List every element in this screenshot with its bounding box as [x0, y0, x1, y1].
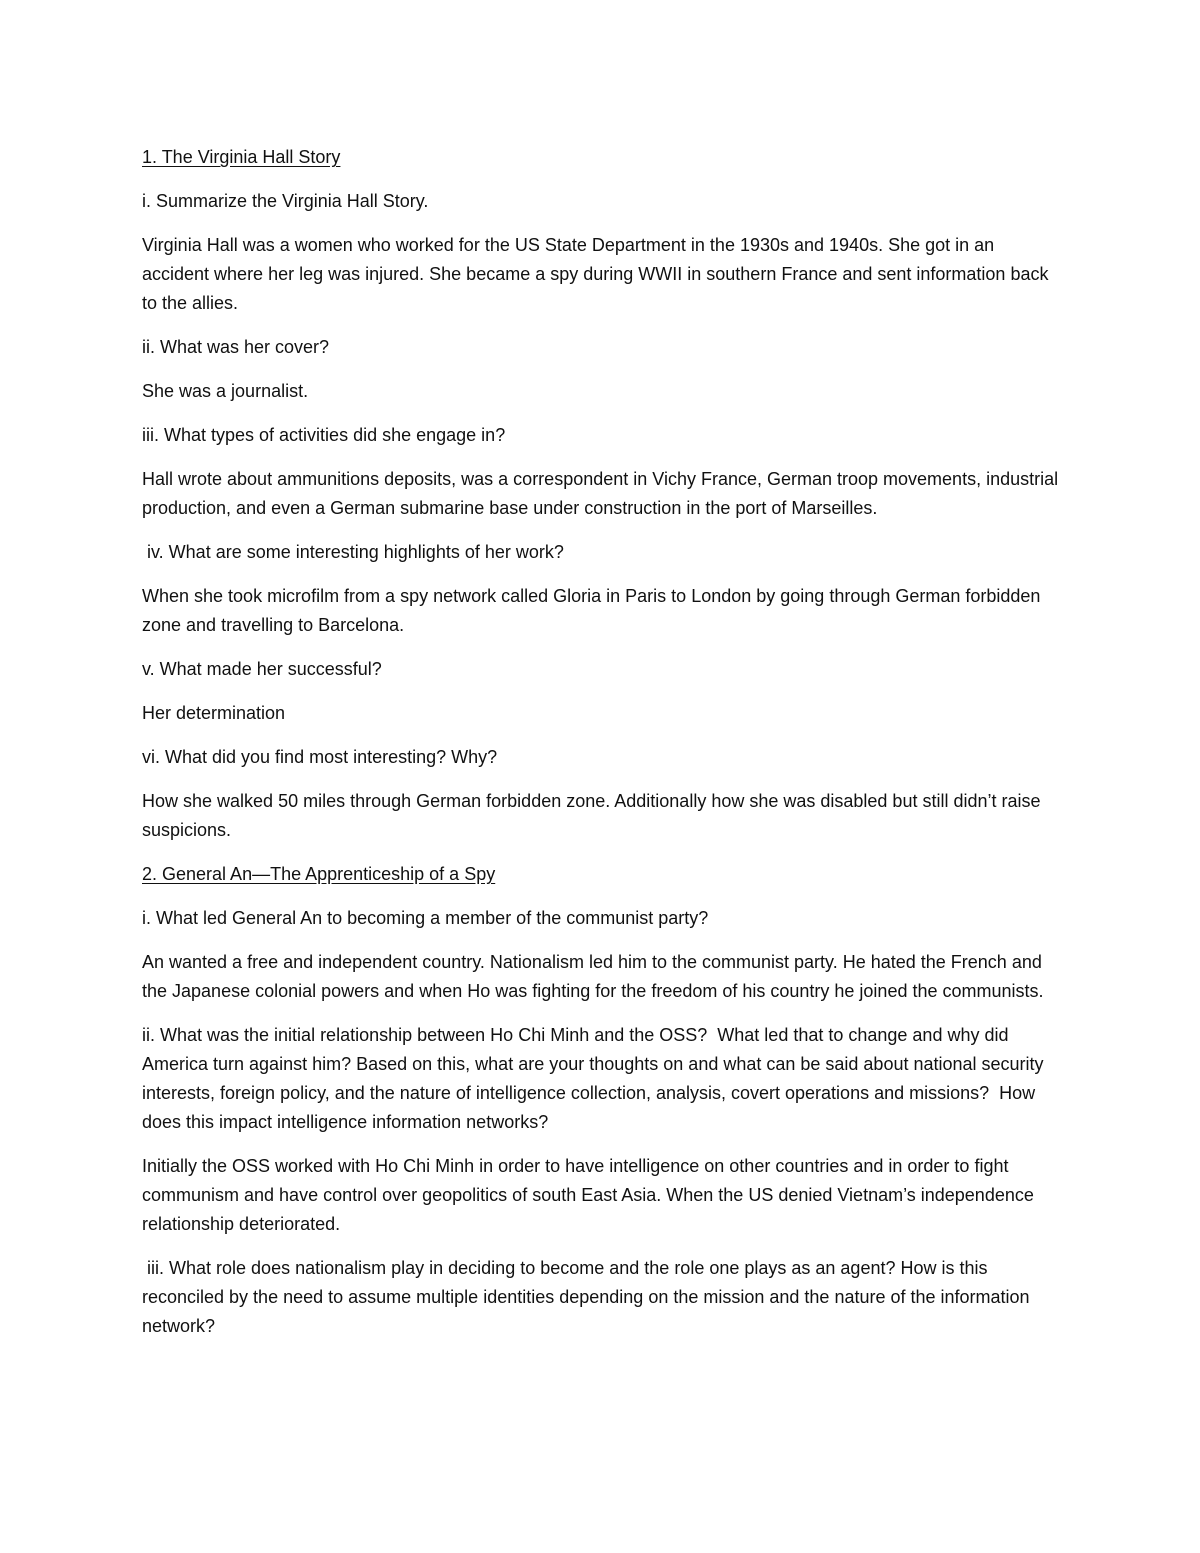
question-paragraph: ii. What was the initial relationship between Ho Chi Minh and the OSS? What led that to change and why did America turn against him? Based on this, what are your thoughts on and what can be said about national security interests, foreign policy, and the nature of intelligence collection, analysis, covert operations and missions? How does this impact intelligence information networks?: [142, 1025, 1049, 1132]
answer-paragraph: Her determination: [142, 703, 286, 723]
answer-paragraph: She was a journalist.: [142, 381, 309, 401]
question-paragraph: v. What made her successful?: [142, 659, 382, 679]
question-paragraph: vi. What did you find most interesting? Why?: [142, 747, 498, 767]
answer-paragraph: Initially the OSS worked with Ho Chi Minh in order to have intelligence on other countries and in order to fight communism and have control over geopolitics of south East Asia. When the US denied Vietnam’s independence relationship deteriorated.: [142, 1156, 1034, 1234]
answer-paragraph: When she took microfilm from a spy network called Gloria in Paris to London by going through German forbidden zone and travelling to Barcelona.: [142, 586, 1041, 635]
question-paragraph: i. Summarize the Virginia Hall Story.: [142, 191, 429, 211]
answer-paragraph: Hall wrote about ammunitions deposits, was a correspondent in Vichy France, German troop movements, industrial production, and even a German submarine base under construction in the port of Marseilles.: [142, 469, 1059, 518]
question-paragraph: iii. What role does nationalism play in deciding to become and the role one plays as an agent? How is this reconciled by the need to assume multiple identities depending on the mission and the nature of the information network?: [142, 1258, 1035, 1336]
answer-paragraph: Virginia Hall was a women who worked for the US State Department in the 1930s and 1940s. She got in an accident where her leg was injured. She became a spy during WWII in southern France and sent information back to the allies.: [142, 235, 1049, 313]
section-heading-virginia-hall: 1. The Virginia Hall Story: [142, 147, 341, 167]
question-paragraph: iii. What types of activities did she engage in?: [142, 425, 506, 445]
question-paragraph: iv. What are some interesting highlights of her work?: [142, 542, 564, 562]
question-paragraph: ii. What was her cover?: [142, 337, 330, 357]
answer-paragraph: An wanted a free and independent country. Nationalism led him to the communist party. He hated the French and the Japanese colonial powers and when Ho was fighting for the freedom of his country he joined the communists.: [142, 952, 1044, 1001]
question-paragraph: i. What led General An to becoming a member of the communist party?: [142, 908, 709, 928]
document-body: [142, 143, 1062, 1356]
answer-paragraph: How she walked 50 miles through German forbidden zone. Additionally how she was disabled but still didn’t raise suspicions.: [142, 791, 1041, 840]
section-heading-general-an: 2. General An—The Apprenticeship of a Spy: [142, 864, 496, 884]
